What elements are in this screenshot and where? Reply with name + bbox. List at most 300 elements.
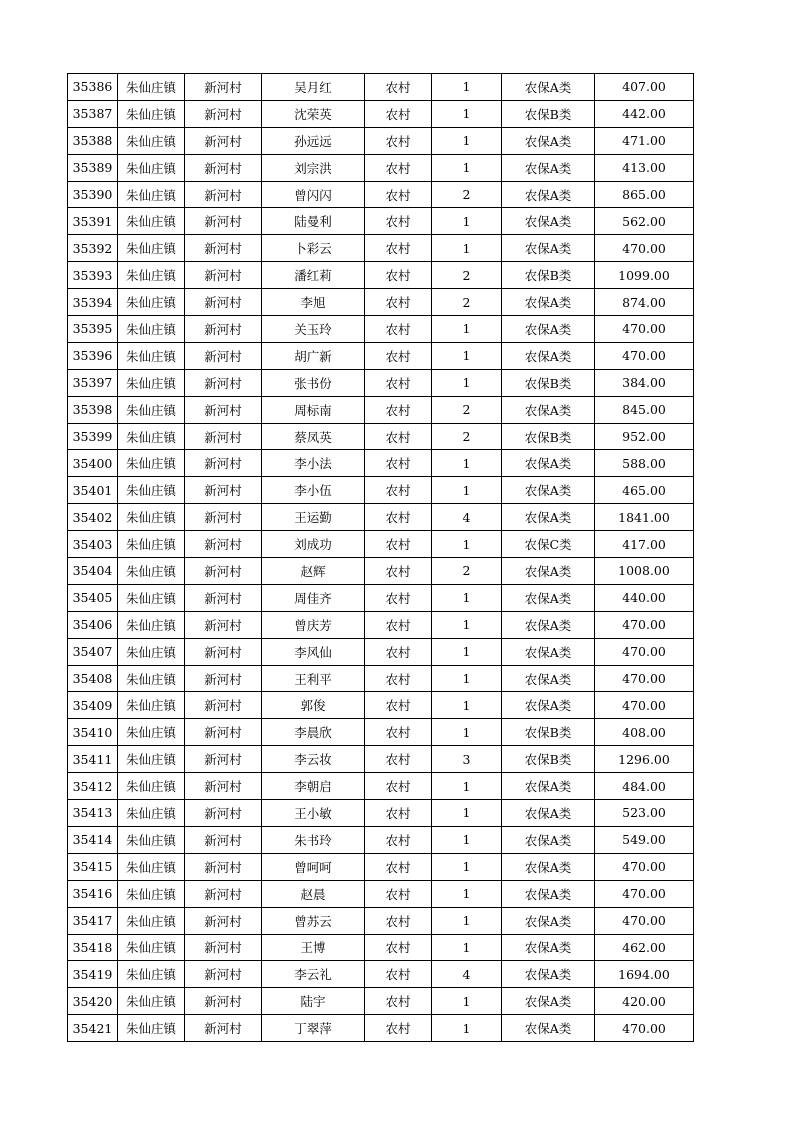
record-number-cell: 35412 <box>68 773 118 800</box>
insurance-category-cell: 农保A类 <box>502 880 595 907</box>
area-type-cell: 农村 <box>365 127 432 154</box>
insurance-category-cell: 农保A类 <box>502 584 595 611</box>
amount-cell: 462.00 <box>595 934 694 961</box>
record-number-cell: 35415 <box>68 853 118 880</box>
person-name-cell: 曾庆芳 <box>262 611 365 638</box>
record-number-cell: 35389 <box>68 154 118 181</box>
village-cell: 新河村 <box>185 746 262 773</box>
table-row <box>68 800 694 827</box>
household-count-cell: 1 <box>432 100 502 127</box>
village-cell: 新河村 <box>185 665 262 692</box>
household-count-cell: 2 <box>432 558 502 585</box>
record-number-cell: 35413 <box>68 800 118 827</box>
table-row <box>68 880 694 907</box>
household-count-cell: 2 <box>432 289 502 316</box>
table-row <box>68 665 694 692</box>
town-cell: 朱仙庄镇 <box>118 638 185 665</box>
insurance-category-cell: 农保A类 <box>502 396 595 423</box>
record-number-cell: 35410 <box>68 719 118 746</box>
town-cell: 朱仙庄镇 <box>118 934 185 961</box>
area-type-cell: 农村 <box>365 504 432 531</box>
village-cell: 新河村 <box>185 988 262 1015</box>
village-cell: 新河村 <box>185 127 262 154</box>
village-cell: 新河村 <box>185 423 262 450</box>
person-name-cell: 刘成功 <box>262 531 365 558</box>
insurance-category-cell: 农保A类 <box>502 558 595 585</box>
area-type-cell: 农村 <box>365 611 432 638</box>
town-cell: 朱仙庄镇 <box>118 907 185 934</box>
insurance-category-cell: 农保A类 <box>502 665 595 692</box>
area-type-cell: 农村 <box>365 262 432 289</box>
town-cell: 朱仙庄镇 <box>118 988 185 1015</box>
household-count-cell: 1 <box>432 74 502 101</box>
village-cell: 新河村 <box>185 826 262 853</box>
person-name-cell: 曾苏云 <box>262 907 365 934</box>
person-name-cell: 李朝启 <box>262 773 365 800</box>
table-row <box>68 450 694 477</box>
table-row <box>68 208 694 235</box>
village-cell: 新河村 <box>185 100 262 127</box>
town-cell: 朱仙庄镇 <box>118 853 185 880</box>
town-cell: 朱仙庄镇 <box>118 719 185 746</box>
household-count-cell: 1 <box>432 208 502 235</box>
area-type-cell: 农村 <box>365 396 432 423</box>
insurance-category-cell: 农保A类 <box>502 907 595 934</box>
record-number-cell: 35398 <box>68 396 118 423</box>
town-cell: 朱仙庄镇 <box>118 262 185 289</box>
amount-cell: 845.00 <box>595 396 694 423</box>
village-cell: 新河村 <box>185 773 262 800</box>
amount-cell: 384.00 <box>595 369 694 396</box>
person-name-cell: 李云妆 <box>262 746 365 773</box>
table-row <box>68 154 694 181</box>
person-name-cell: 曾闪闪 <box>262 181 365 208</box>
person-name-cell: 李云礼 <box>262 961 365 988</box>
town-cell: 朱仙庄镇 <box>118 477 185 504</box>
amount-cell: 442.00 <box>595 100 694 127</box>
village-cell: 新河村 <box>185 531 262 558</box>
insurance-category-cell: 农保A类 <box>502 692 595 719</box>
record-number-cell: 35403 <box>68 531 118 558</box>
area-type-cell: 农村 <box>365 208 432 235</box>
table-row <box>68 1015 694 1042</box>
person-name-cell: 丁翠萍 <box>262 1015 365 1042</box>
area-type-cell: 农村 <box>365 934 432 961</box>
village-cell: 新河村 <box>185 504 262 531</box>
amount-cell: 549.00 <box>595 826 694 853</box>
town-cell: 朱仙庄镇 <box>118 423 185 450</box>
insurance-category-cell: 农保B类 <box>502 719 595 746</box>
area-type-cell: 农村 <box>365 154 432 181</box>
village-cell: 新河村 <box>185 235 262 262</box>
amount-cell: 562.00 <box>595 208 694 235</box>
village-cell: 新河村 <box>185 800 262 827</box>
record-number-cell: 35407 <box>68 638 118 665</box>
person-name-cell: 李旭 <box>262 289 365 316</box>
record-number-cell: 35393 <box>68 262 118 289</box>
village-cell: 新河村 <box>185 584 262 611</box>
table-row <box>68 74 694 101</box>
record-number-cell: 35411 <box>68 746 118 773</box>
household-count-cell: 3 <box>432 746 502 773</box>
village-cell: 新河村 <box>185 611 262 638</box>
person-name-cell: 陆曼利 <box>262 208 365 235</box>
area-type-cell: 农村 <box>365 800 432 827</box>
insurance-category-cell: 农保A类 <box>502 934 595 961</box>
village-cell: 新河村 <box>185 477 262 504</box>
person-name-cell: 卜彩云 <box>262 235 365 262</box>
person-name-cell: 张书份 <box>262 369 365 396</box>
person-name-cell: 刘宗洪 <box>262 154 365 181</box>
town-cell: 朱仙庄镇 <box>118 665 185 692</box>
household-count-cell: 1 <box>432 127 502 154</box>
record-number-cell: 35404 <box>68 558 118 585</box>
town-cell: 朱仙庄镇 <box>118 316 185 343</box>
village-cell: 新河村 <box>185 638 262 665</box>
household-count-cell: 1 <box>432 800 502 827</box>
area-type-cell: 农村 <box>365 423 432 450</box>
record-number-cell: 35395 <box>68 316 118 343</box>
insurance-category-cell: 农保A类 <box>502 800 595 827</box>
person-name-cell: 沈荣英 <box>262 100 365 127</box>
village-cell: 新河村 <box>185 961 262 988</box>
amount-cell: 470.00 <box>595 692 694 719</box>
record-number-cell: 35402 <box>68 504 118 531</box>
household-count-cell: 1 <box>432 369 502 396</box>
household-count-cell: 1 <box>432 584 502 611</box>
village-cell: 新河村 <box>185 396 262 423</box>
table-row <box>68 934 694 961</box>
record-number-cell: 35421 <box>68 1015 118 1042</box>
household-count-cell: 1 <box>432 826 502 853</box>
insurance-category-cell: 农保A类 <box>502 208 595 235</box>
village-cell: 新河村 <box>185 316 262 343</box>
table-row <box>68 369 694 396</box>
amount-cell: 470.00 <box>595 665 694 692</box>
person-name-cell: 李晨欣 <box>262 719 365 746</box>
amount-cell: 470.00 <box>595 880 694 907</box>
household-count-cell: 4 <box>432 961 502 988</box>
insurance-category-cell: 农保A类 <box>502 853 595 880</box>
household-count-cell: 1 <box>432 342 502 369</box>
household-count-cell: 1 <box>432 611 502 638</box>
person-name-cell: 潘红莉 <box>262 262 365 289</box>
village-cell: 新河村 <box>185 907 262 934</box>
village-cell: 新河村 <box>185 934 262 961</box>
village-cell: 新河村 <box>185 880 262 907</box>
record-number-cell: 35420 <box>68 988 118 1015</box>
amount-cell: 470.00 <box>595 638 694 665</box>
area-type-cell: 农村 <box>365 531 432 558</box>
amount-cell: 440.00 <box>595 584 694 611</box>
record-number-cell: 35386 <box>68 74 118 101</box>
table-row <box>68 719 694 746</box>
table-row <box>68 504 694 531</box>
area-type-cell: 农村 <box>365 907 432 934</box>
record-number-cell: 35390 <box>68 181 118 208</box>
area-type-cell: 农村 <box>365 961 432 988</box>
insurance-category-cell: 农保B类 <box>502 100 595 127</box>
area-type-cell: 农村 <box>365 235 432 262</box>
village-cell: 新河村 <box>185 342 262 369</box>
amount-cell: 952.00 <box>595 423 694 450</box>
amount-cell: 470.00 <box>595 342 694 369</box>
table-row <box>68 100 694 127</box>
village-cell: 新河村 <box>185 181 262 208</box>
insurance-category-cell: 农保B类 <box>502 746 595 773</box>
area-type-cell: 农村 <box>365 692 432 719</box>
household-count-cell: 1 <box>432 692 502 719</box>
household-count-cell: 1 <box>432 235 502 262</box>
person-name-cell: 陆宇 <box>262 988 365 1015</box>
household-count-cell: 1 <box>432 934 502 961</box>
amount-cell: 408.00 <box>595 719 694 746</box>
town-cell: 朱仙庄镇 <box>118 74 185 101</box>
person-name-cell: 王小敏 <box>262 800 365 827</box>
record-number-cell: 35418 <box>68 934 118 961</box>
person-name-cell: 李风仙 <box>262 638 365 665</box>
amount-cell: 1296.00 <box>595 746 694 773</box>
village-cell: 新河村 <box>185 853 262 880</box>
record-number-cell: 35391 <box>68 208 118 235</box>
area-type-cell: 农村 <box>365 558 432 585</box>
table-row <box>68 531 694 558</box>
household-count-cell: 1 <box>432 773 502 800</box>
area-type-cell: 农村 <box>365 746 432 773</box>
table-row <box>68 826 694 853</box>
insurance-category-cell: 农保A类 <box>502 826 595 853</box>
table-body <box>68 74 694 1042</box>
household-count-cell: 4 <box>432 504 502 531</box>
person-name-cell: 王博 <box>262 934 365 961</box>
table-row <box>68 558 694 585</box>
insurance-category-cell: 农保C类 <box>502 531 595 558</box>
household-count-cell: 1 <box>432 531 502 558</box>
area-type-cell: 农村 <box>365 665 432 692</box>
insurance-category-cell: 农保A类 <box>502 450 595 477</box>
amount-cell: 470.00 <box>595 611 694 638</box>
table-row <box>68 127 694 154</box>
area-type-cell: 农村 <box>365 853 432 880</box>
amount-cell: 470.00 <box>595 1015 694 1042</box>
insurance-category-cell: 农保A类 <box>502 1015 595 1042</box>
village-cell: 新河村 <box>185 1015 262 1042</box>
town-cell: 朱仙庄镇 <box>118 235 185 262</box>
area-type-cell: 农村 <box>365 181 432 208</box>
table-row <box>68 316 694 343</box>
town-cell: 朱仙庄镇 <box>118 1015 185 1042</box>
household-count-cell: 1 <box>432 154 502 181</box>
table-row <box>68 773 694 800</box>
insurance-category-cell: 农保A类 <box>502 611 595 638</box>
record-number-cell: 35414 <box>68 826 118 853</box>
town-cell: 朱仙庄镇 <box>118 611 185 638</box>
insurance-category-cell: 农保A类 <box>502 316 595 343</box>
amount-cell: 470.00 <box>595 235 694 262</box>
record-number-cell: 35419 <box>68 961 118 988</box>
table-row <box>68 235 694 262</box>
amount-cell: 523.00 <box>595 800 694 827</box>
area-type-cell: 农村 <box>365 719 432 746</box>
amount-cell: 417.00 <box>595 531 694 558</box>
village-cell: 新河村 <box>185 208 262 235</box>
town-cell: 朱仙庄镇 <box>118 961 185 988</box>
town-cell: 朱仙庄镇 <box>118 531 185 558</box>
records-table <box>67 73 694 1042</box>
area-type-cell: 农村 <box>365 289 432 316</box>
town-cell: 朱仙庄镇 <box>118 127 185 154</box>
amount-cell: 470.00 <box>595 907 694 934</box>
village-cell: 新河村 <box>185 289 262 316</box>
person-name-cell: 胡广新 <box>262 342 365 369</box>
insurance-category-cell: 农保A类 <box>502 127 595 154</box>
household-count-cell: 1 <box>432 719 502 746</box>
area-type-cell: 农村 <box>365 450 432 477</box>
table-row <box>68 584 694 611</box>
insurance-category-cell: 农保A类 <box>502 638 595 665</box>
person-name-cell: 曾呵呵 <box>262 853 365 880</box>
area-type-cell: 农村 <box>365 477 432 504</box>
insurance-category-cell: 农保A类 <box>502 181 595 208</box>
town-cell: 朱仙庄镇 <box>118 450 185 477</box>
record-number-cell: 35406 <box>68 611 118 638</box>
record-number-cell: 35397 <box>68 369 118 396</box>
record-number-cell: 35396 <box>68 342 118 369</box>
table-row <box>68 746 694 773</box>
village-cell: 新河村 <box>185 262 262 289</box>
table-row <box>68 961 694 988</box>
household-count-cell: 1 <box>432 853 502 880</box>
area-type-cell: 农村 <box>365 316 432 343</box>
area-type-cell: 农村 <box>365 638 432 665</box>
town-cell: 朱仙庄镇 <box>118 826 185 853</box>
household-count-cell: 2 <box>432 181 502 208</box>
table-row <box>68 262 694 289</box>
insurance-category-cell: 农保A类 <box>502 74 595 101</box>
record-number-cell: 35394 <box>68 289 118 316</box>
area-type-cell: 农村 <box>365 1015 432 1042</box>
amount-cell: 865.00 <box>595 181 694 208</box>
person-name-cell: 吴月红 <box>262 74 365 101</box>
town-cell: 朱仙庄镇 <box>118 773 185 800</box>
amount-cell: 413.00 <box>595 154 694 181</box>
town-cell: 朱仙庄镇 <box>118 504 185 531</box>
household-count-cell: 1 <box>432 450 502 477</box>
household-count-cell: 1 <box>432 988 502 1015</box>
table-row <box>68 988 694 1015</box>
person-name-cell: 赵晨 <box>262 880 365 907</box>
insurance-category-cell: 农保A类 <box>502 289 595 316</box>
town-cell: 朱仙庄镇 <box>118 181 185 208</box>
village-cell: 新河村 <box>185 558 262 585</box>
town-cell: 朱仙庄镇 <box>118 396 185 423</box>
amount-cell: 471.00 <box>595 127 694 154</box>
insurance-category-cell: 农保A类 <box>502 961 595 988</box>
amount-cell: 470.00 <box>595 316 694 343</box>
household-count-cell: 1 <box>432 638 502 665</box>
amount-cell: 465.00 <box>595 477 694 504</box>
area-type-cell: 农村 <box>365 880 432 907</box>
town-cell: 朱仙庄镇 <box>118 342 185 369</box>
town-cell: 朱仙庄镇 <box>118 692 185 719</box>
person-name-cell: 李小伍 <box>262 477 365 504</box>
area-type-cell: 农村 <box>365 584 432 611</box>
record-number-cell: 35416 <box>68 880 118 907</box>
household-count-cell: 2 <box>432 396 502 423</box>
area-type-cell: 农村 <box>365 74 432 101</box>
town-cell: 朱仙庄镇 <box>118 369 185 396</box>
record-number-cell: 35401 <box>68 477 118 504</box>
village-cell: 新河村 <box>185 719 262 746</box>
village-cell: 新河村 <box>185 74 262 101</box>
table-row <box>68 396 694 423</box>
record-number-cell: 35387 <box>68 100 118 127</box>
village-cell: 新河村 <box>185 154 262 181</box>
person-name-cell: 王利平 <box>262 665 365 692</box>
area-type-cell: 农村 <box>365 369 432 396</box>
town-cell: 朱仙庄镇 <box>118 289 185 316</box>
person-name-cell: 关玉玲 <box>262 316 365 343</box>
household-count-cell: 1 <box>432 907 502 934</box>
amount-cell: 1841.00 <box>595 504 694 531</box>
household-count-cell: 1 <box>432 316 502 343</box>
insurance-category-cell: 农保A类 <box>502 773 595 800</box>
person-name-cell: 周佳齐 <box>262 584 365 611</box>
insurance-category-cell: 农保B类 <box>502 262 595 289</box>
insurance-category-cell: 农保A类 <box>502 235 595 262</box>
amount-cell: 484.00 <box>595 773 694 800</box>
table-row <box>68 611 694 638</box>
amount-cell: 874.00 <box>595 289 694 316</box>
amount-cell: 1008.00 <box>595 558 694 585</box>
amount-cell: 588.00 <box>595 450 694 477</box>
town-cell: 朱仙庄镇 <box>118 800 185 827</box>
person-name-cell: 孙远远 <box>262 127 365 154</box>
insurance-category-cell: 农保B类 <box>502 423 595 450</box>
insurance-category-cell: 农保A类 <box>502 342 595 369</box>
area-type-cell: 农村 <box>365 826 432 853</box>
record-number-cell: 35400 <box>68 450 118 477</box>
table-row <box>68 289 694 316</box>
record-number-cell: 35417 <box>68 907 118 934</box>
record-number-cell: 35408 <box>68 665 118 692</box>
town-cell: 朱仙庄镇 <box>118 558 185 585</box>
town-cell: 朱仙庄镇 <box>118 746 185 773</box>
town-cell: 朱仙庄镇 <box>118 154 185 181</box>
village-cell: 新河村 <box>185 450 262 477</box>
insurance-category-cell: 农保A类 <box>502 154 595 181</box>
insurance-category-cell: 农保B类 <box>502 369 595 396</box>
record-number-cell: 35392 <box>68 235 118 262</box>
town-cell: 朱仙庄镇 <box>118 100 185 127</box>
area-type-cell: 农村 <box>365 100 432 127</box>
village-cell: 新河村 <box>185 369 262 396</box>
area-type-cell: 农村 <box>365 773 432 800</box>
amount-cell: 407.00 <box>595 74 694 101</box>
table-row <box>68 342 694 369</box>
household-count-cell: 1 <box>432 1015 502 1042</box>
household-count-cell: 2 <box>432 423 502 450</box>
insurance-category-cell: 农保A类 <box>502 504 595 531</box>
area-type-cell: 农村 <box>365 988 432 1015</box>
amount-cell: 420.00 <box>595 988 694 1015</box>
table-row <box>68 423 694 450</box>
person-name-cell: 周标南 <box>262 396 365 423</box>
record-number-cell: 35405 <box>68 584 118 611</box>
household-count-cell: 2 <box>432 262 502 289</box>
person-name-cell: 赵辉 <box>262 558 365 585</box>
household-count-cell: 1 <box>432 665 502 692</box>
